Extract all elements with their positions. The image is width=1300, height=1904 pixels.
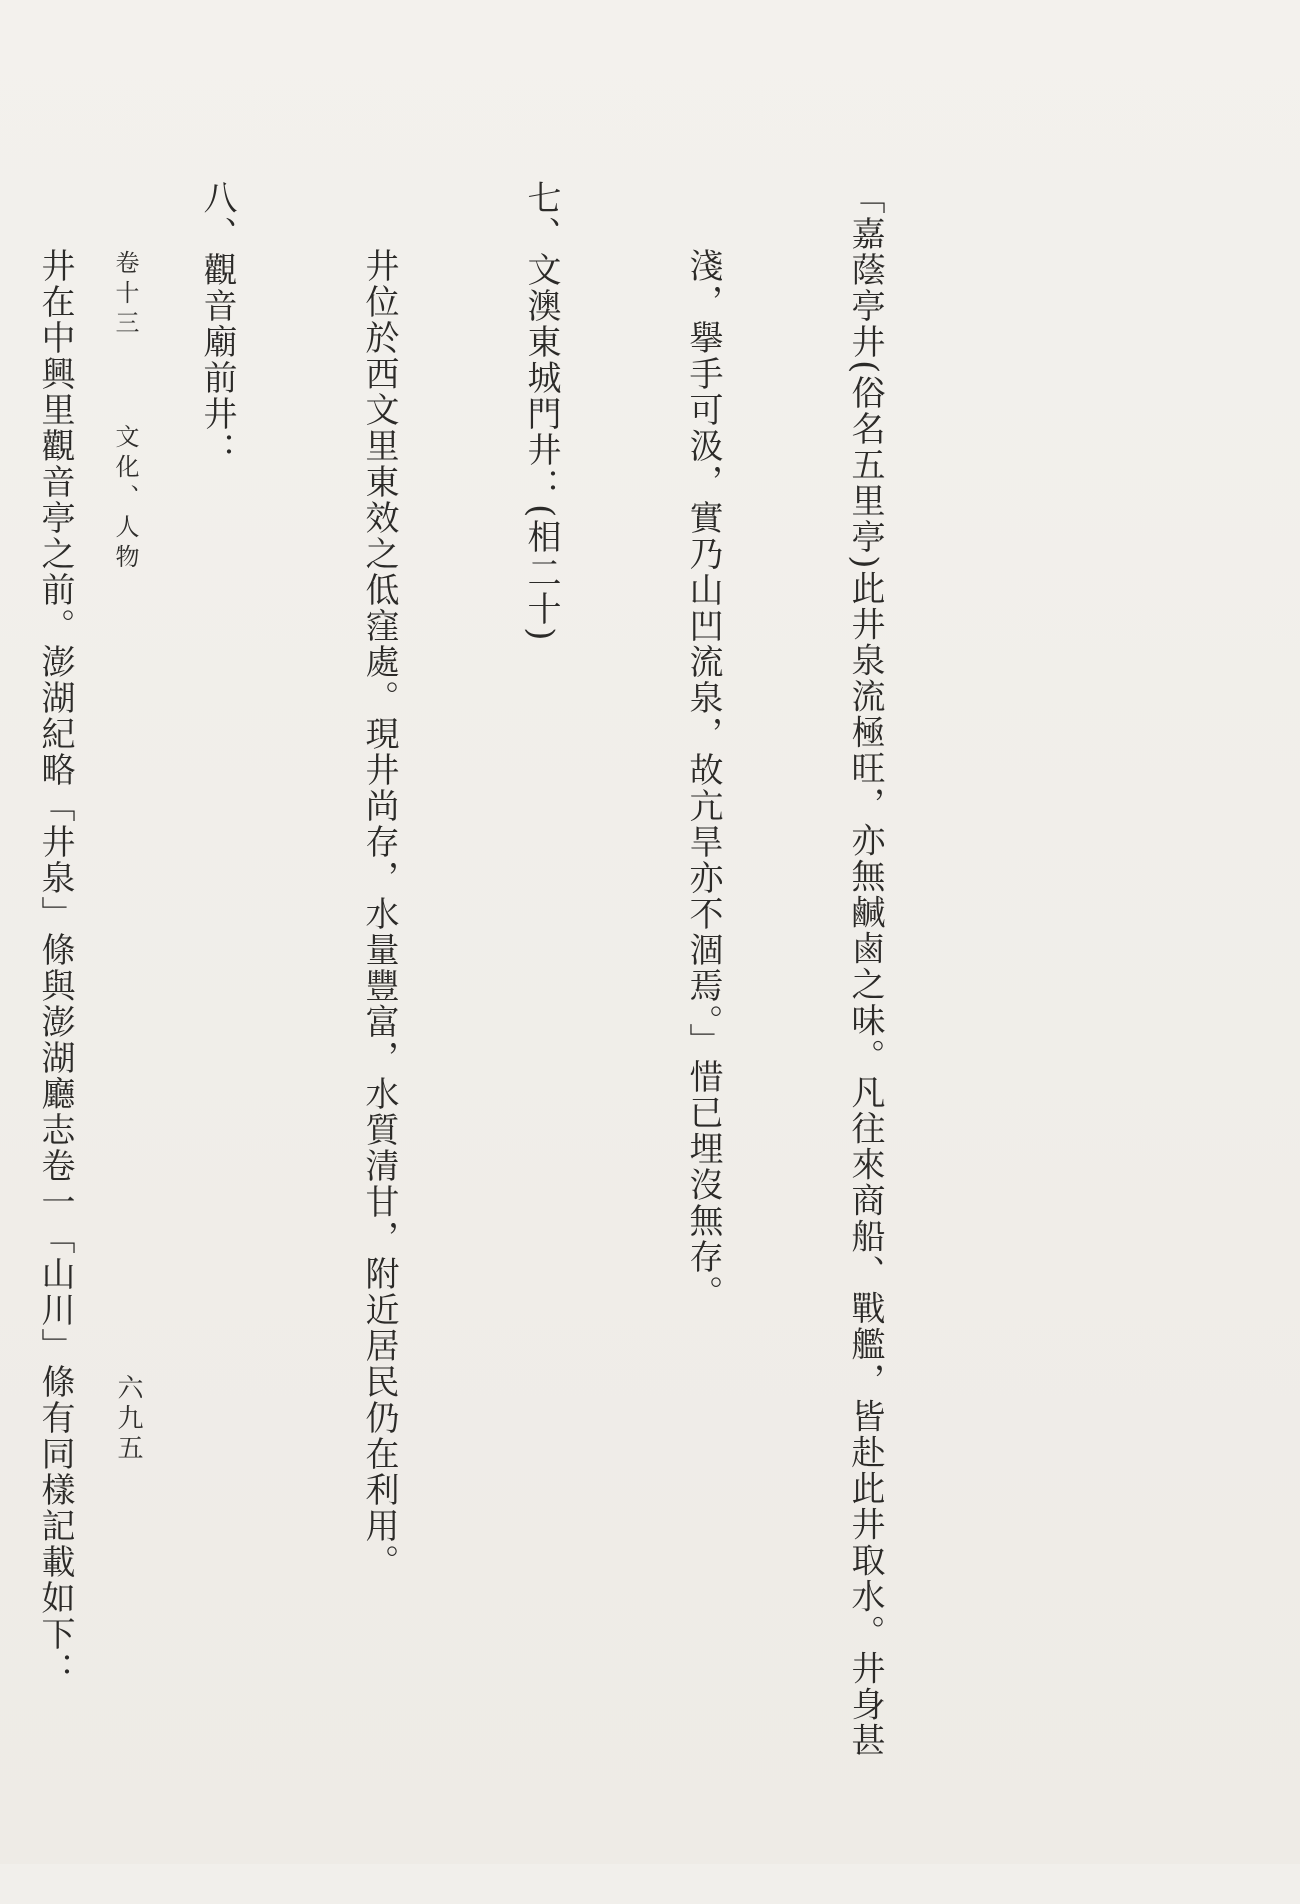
section-label: 文化、人物 bbox=[111, 423, 139, 574]
body-text bbox=[0, 180, 1000, 1759]
section-heading-7: 七、文澳東城門井：(相二十) bbox=[521, 180, 561, 643]
text-column-6: 井在中興里觀音亭之前。澎湖紀略「井泉」條與澎湖廳志卷一「山川」條有同樣記載如下： bbox=[35, 248, 75, 1688]
volume-label: 卷十三 bbox=[111, 250, 139, 340]
section-heading-8: 八、觀音廟前井： bbox=[197, 180, 237, 468]
text-column-4: 井位於西文里東效之低窪處。現井尚存，水量豐富，水質清甘，附近居民仍在利用。 bbox=[359, 248, 399, 1580]
text-column-1: 「嘉蔭亭井(俗名五里亭)此井泉流極旺，亦無鹹鹵之味。凡往來商船、戰艦，皆赴此井取水。井身甚 bbox=[845, 180, 885, 1759]
page-number: 六九五 bbox=[113, 1374, 143, 1464]
text-column-2: 淺，擧手可汲，實乃山凹流泉，故亢旱亦不涸焉。」惜已埋沒無存。 bbox=[683, 248, 723, 1311]
margin-header bbox=[108, 250, 143, 574]
